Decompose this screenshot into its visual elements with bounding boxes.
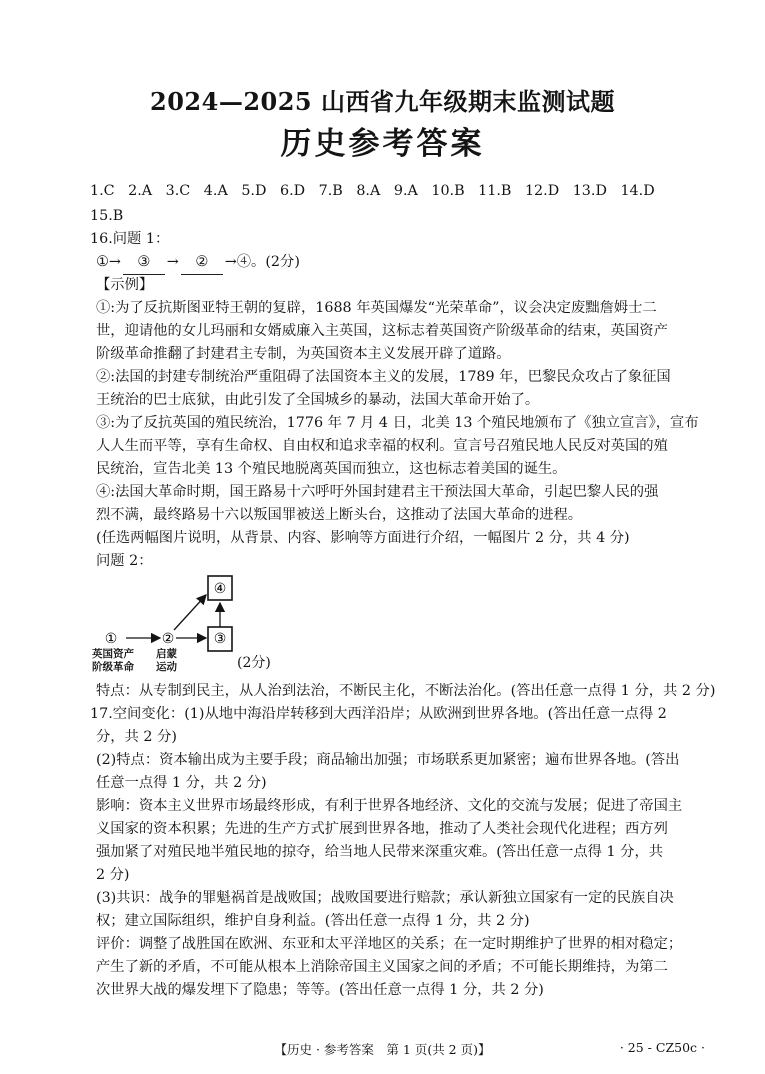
order-blank-1: ③ [123,251,165,275]
answer-line: 烈不满，最终路易十六以叛国罪被送上断头台，这推动了法国大革命的进程。 [96,507,583,523]
answer-line: (2)特点：资本输出成为主要手段；商品输出加强；市场联系更加紧密；遍布世界各地。(答出 [96,752,680,768]
mc-answer: 1.C [90,183,115,199]
mc-answer: 10.B [431,183,465,199]
mc-answer: 4.A [203,183,228,199]
answer-line: ③:为了反抗英国的殖民统治，1776 年 7 月 4 日，北美 13 个殖民地颁布了《独立宣言》，宣布 [96,415,699,431]
mc-answer: 11.B [478,183,512,199]
order-start: ①→ [96,254,121,270]
answer-line: 阶级革命推翻了封建君主专制，为英国资本主义发展开辟了道路。 [96,346,511,362]
node-1: ① [104,631,118,647]
mc-answer: 2.A [128,183,153,199]
answer-line: ①:为了反抗斯图亚特王朝的复辟，1688 年英国爆发“光荣革命”，议会决定废黜詹姆士二 [96,300,657,316]
node-3: ③ [213,631,227,647]
node-1-caption-line2: 阶级革命 [92,661,134,673]
mc-answer: 15.B [90,208,124,224]
node-2-caption-line1: 启蒙 [156,648,177,660]
answer-line: 产生了新的矛盾，不可能从根本上消除帝国主义国家之间的矛盾；不可能长期维持，为第二 [96,959,668,975]
answer-line: 民统治，宣告北美 13 个殖民地脱离英国而独立，这也标志着美国的诞生。 [96,461,567,477]
mc-answer: 13.D [572,183,607,199]
answer-line: 次世界大战的爆发埋下了隐患；等等。(答出任意一点得 1 分，共 2 分) [96,982,544,998]
answer-line: 17.空间变化：(1)从地中海沿岸转移到大西洋沿岸；从欧洲到世界各地。(答出任意一点得 2 [90,706,667,722]
answer-line: ④:法国大革命时期，国王路易十六呼吁外国封建君主干预法国大革命，引起巴黎人民的强 [96,484,659,500]
mc-answer: 12.D [524,183,560,199]
diagram-score: (2分) [237,655,271,671]
order-arrow-2: →④。(2分) [224,254,300,270]
mc-answer: 5.D [241,183,267,199]
node-1-caption-line1: 英国资产 [92,648,134,660]
page-title: 历史参考答案 [280,126,485,162]
node-2-caption [156,648,177,674]
answer-line: 任意一点得 1 分，共 2 分) [96,775,267,791]
mc-answer: 9.A [393,183,418,199]
answer-line: 2 分) [96,867,130,883]
example-heading: 【示例】 [96,277,154,293]
answer-line: 世，迎请他的女儿玛丽和女婿威廉入主英国，这标志着英国资产阶级革命的结束，英国资产 [96,323,668,339]
mc-answer: 3.C [165,183,191,199]
feature-line: 特点：从专制到民主，从人治到法治，不断民主化，不断法治化。(答出任意一点得 1 分，共 2 分) [96,683,716,699]
answer-line: 权；建立国际组织，维护自身利益。(答出任意一点得 1 分，共 2 分) [96,913,530,929]
question-16-order [96,251,716,275]
mc-answer: 7.B [318,183,343,199]
answer-line: 义国家的资本积累；先进的生产方式扩展到世界各地，推动了人类社会现代化进程；西方列 [96,821,668,837]
node-2: ② [161,631,175,647]
answer-line: 强加紧了对殖民地半殖民地的掠夺，给当地人民带来深重灾难。(答出任意一点得 1 分，共 [96,844,664,860]
node-1-caption [92,648,134,674]
flow-diagram [92,573,412,683]
answer-line: 分，共 2 分) [96,729,177,745]
mc-answer: 14.D [620,183,655,199]
mc-answer: 8.A [356,183,381,199]
answer-line: 影响：资本主义世界市场最终形成，有利于世界各地经济、文化的交流与发展；促进了帝国主 [96,798,683,814]
exam-title: 2024—2025 山西省九年级期末监测试题 [150,87,615,116]
question-2-label: 问题 2： [96,553,153,569]
order-blank-2: ② [181,251,223,275]
answer-line: 人人生而平等，享有生命权、自由权和追求幸福的权利。宣言号召殖民地人民反对英国的殖 [96,438,668,454]
footer-page-info: 【历史 · 参考答案 第 1 页(共 2 页)】 [274,1042,491,1057]
answer-line: (任选两幅图片说明，从背景、内容、影响等方面进行介绍，一幅图片 2 分，共 4 分) [96,530,630,546]
footer-code: · 25 - CZ50c · [619,1040,705,1055]
order-arrow-1: → [166,254,179,270]
answer-line: (3)共识：战争的罪魁祸首是战败国；战败国要进行赔款；承认新独立国家有一定的民族自决 [96,890,674,906]
node-4: ④ [213,581,227,597]
mc-answer: 6.D [279,183,306,199]
answer-line: 王统治的巴士底狱，由此引发了全国城乡的暴动，法国大革命开始了。 [96,392,540,408]
node-2-caption-line2: 运动 [156,661,177,673]
multiple-choice-answers [90,183,655,199]
answer-line: ②:法国的封建专制统治严重阻碍了法国资本主义的发展，1789 年，巴黎民众攻占了象征国 [96,369,671,385]
question-16-label: 16.问题 1： [90,231,170,247]
answer-line: 评价：调整了战胜国在欧洲、东亚和太平洋地区的关系；在一定时期维护了世界的相对稳定； [96,936,683,952]
